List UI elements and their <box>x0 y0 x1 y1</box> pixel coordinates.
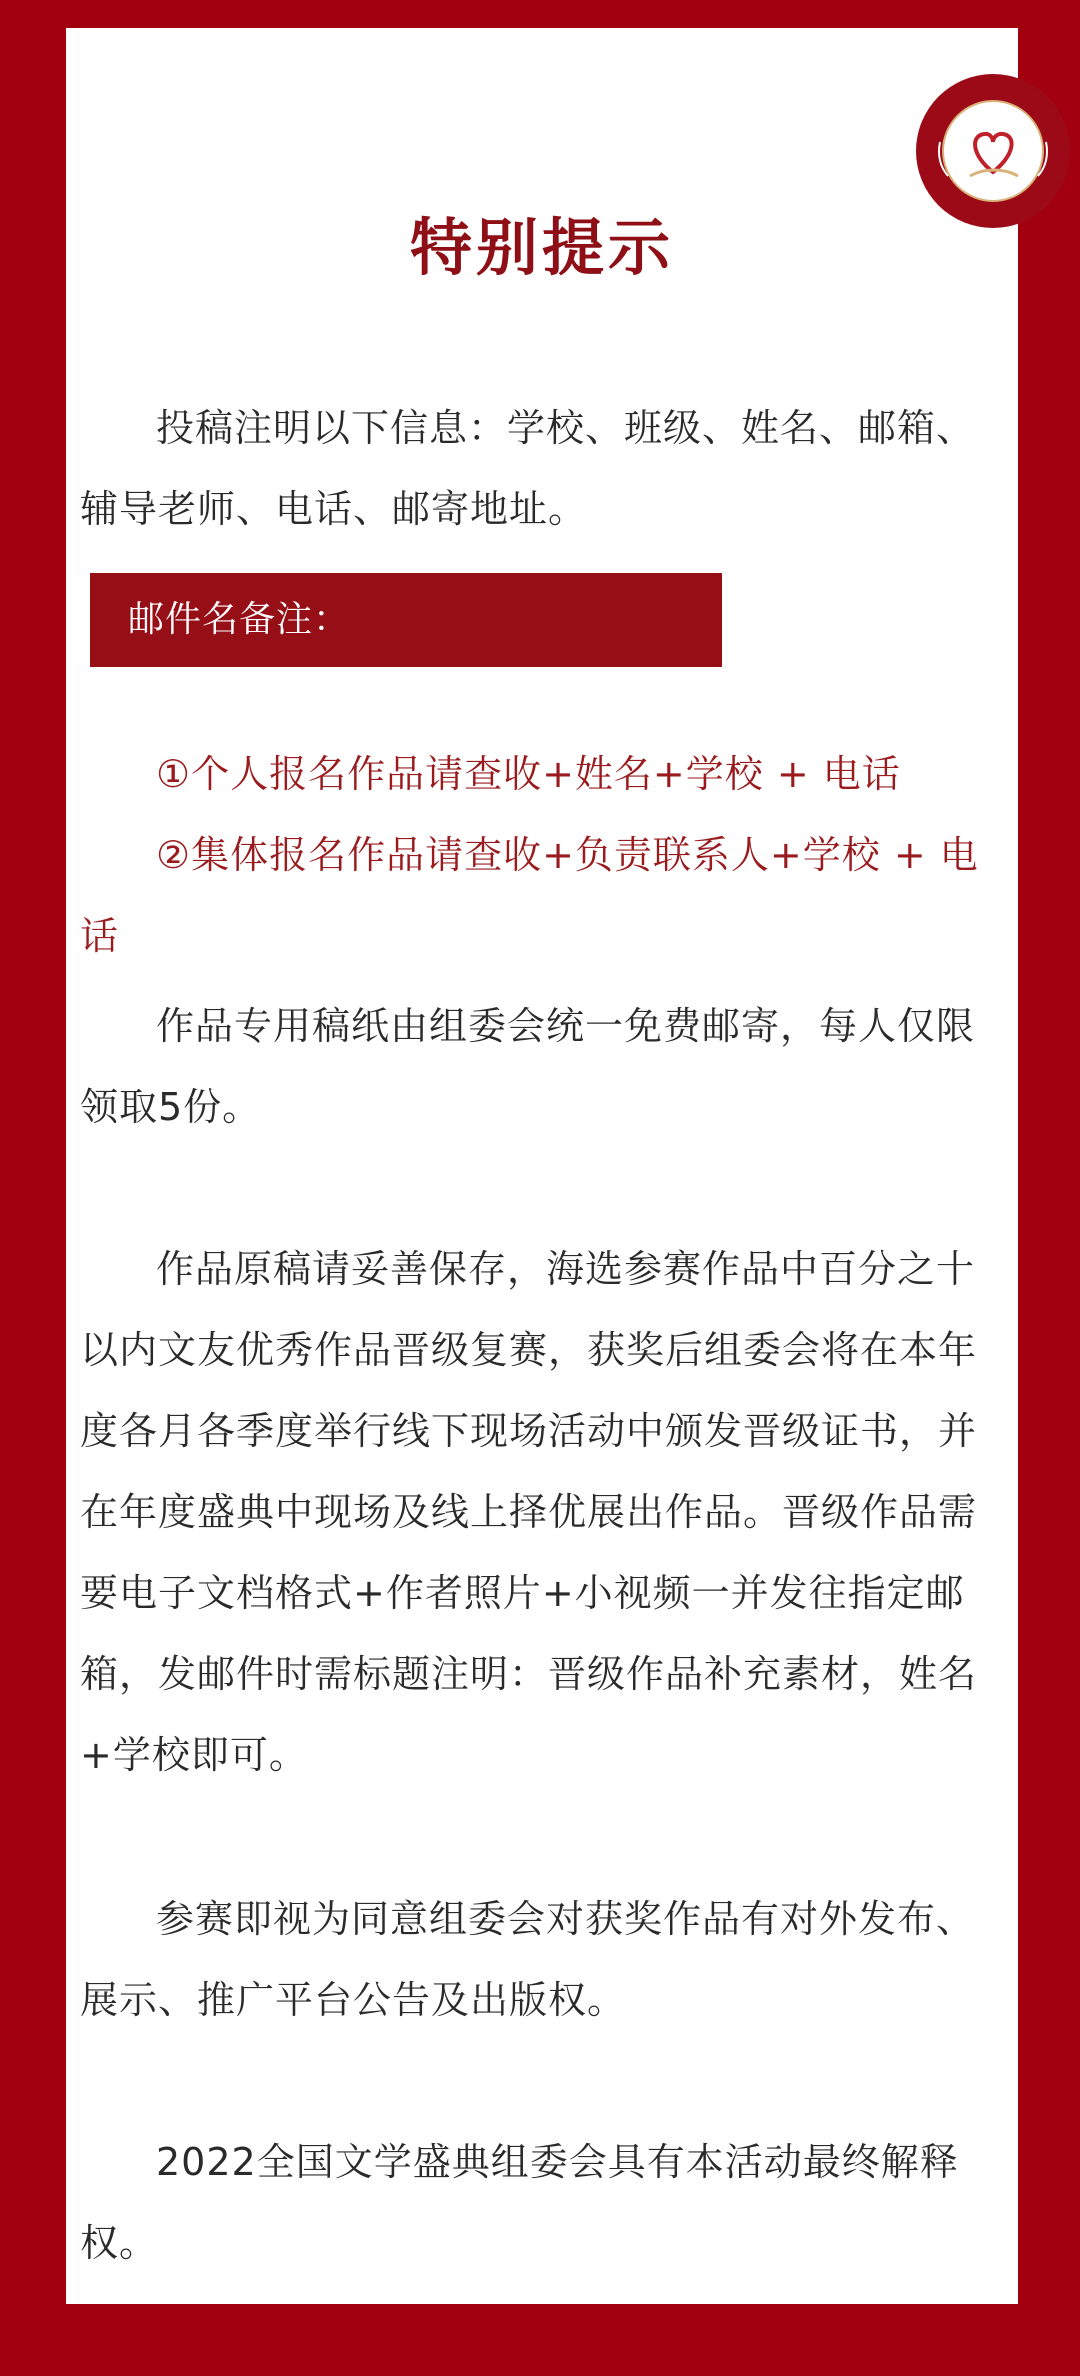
final-interpretation-paragraph: 2022全国文学盛典组委会具有本活动最终解释权。 <box>80 2140 959 2265</box>
paper-note-paragraph: 作品专用稿纸由组委会统一免费邮寄，每人仅限领取5份。 <box>80 1004 976 1129</box>
email-rule-individual: ①个人报名作品请查收+姓名+学校 + 电话 <box>156 752 901 796</box>
submission-info-paragraph: 投稿注明以下信息：学校、班级、姓名、邮箱、辅导老师、电话、邮寄地址。 <box>80 406 976 531</box>
consent-paragraph: 参赛即视为同意组委会对获奖作品有对外发布、展示、推广平台公告及出版权。 <box>80 1897 976 2022</box>
email-subject-banner <box>90 573 722 667</box>
original-manuscript-paragraph: 作品原稿请妥善保存，海选参赛作品中百分之十以内文友优秀作品晋级复赛，获奖后组委会将在本年度各月各季度举行线下现场活动中颁发晋级证书，并在年度盛典中现场及线上择优展出作品。晋级作品需要电子文档格式+作者照片+小视频一并发往指定邮箱，发邮件时需标题注明：晋级作品补充素材，姓名+学校即可。 <box>80 1247 978 1777</box>
email-subject-banner-label: 邮件名备注： <box>128 599 351 640</box>
page-title: 特别提示 <box>409 211 674 284</box>
email-rule-group: ②集体报名作品请查收+负责联系人+学校 + 电话 <box>80 833 979 958</box>
notice-card <box>66 28 1018 2304</box>
